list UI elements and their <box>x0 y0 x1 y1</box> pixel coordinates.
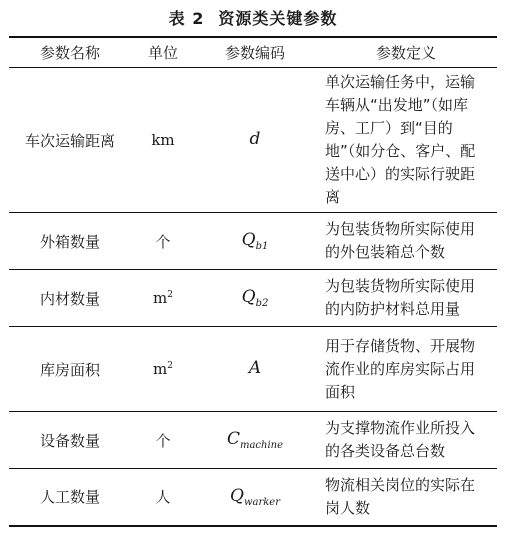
param-symbol: $Q_{b1}$ <box>195 213 315 270</box>
param-definition: 为包装货物所实际使用的内防护材料总用量 <box>315 270 497 327</box>
table-row <box>9 68 497 213</box>
param-name: 外箱数量 <box>9 213 131 270</box>
param-name: 车次运输距离 <box>9 68 131 213</box>
table-title: 资源类关键参数 <box>218 9 338 28</box>
param-symbol: $C_{machine}$ <box>195 412 315 469</box>
table-row <box>9 270 497 327</box>
param-definition: 为支撑物流作业所投入的各类设备总台数 <box>315 412 497 469</box>
table-caption <box>0 6 506 29</box>
param-definition: 物流相关岗位的实际在岗人数 <box>315 469 497 526</box>
param-unit: 个 <box>131 213 195 270</box>
param-definition: 用于存储货物、开展物流作业的库房实际占用面积 <box>315 327 497 412</box>
param-unit: km <box>131 68 195 213</box>
param-unit: $m^2$ <box>131 327 195 412</box>
param-unit: $m^2$ <box>131 270 195 327</box>
resource-parameters-table <box>9 36 497 527</box>
param-name: 人工数量 <box>9 469 131 526</box>
param-definition: 为包装货物所实际使用的外包装箱总个数 <box>315 213 497 270</box>
param-definition: 单次运输任务中，运输车辆从“出发地”（如库房、工厂）到“目的地”（如分仓、客户、配送中心）的实际行驶距离 <box>315 68 497 213</box>
table-row <box>9 327 497 412</box>
param-name: 内材数量 <box>9 270 131 327</box>
header-unit: 单位 <box>131 37 195 68</box>
param-symbol: A <box>195 327 315 412</box>
param-symbol: d <box>195 68 315 213</box>
param-symbol: $Q_{warker}$ <box>195 469 315 526</box>
table-row <box>9 412 497 469</box>
header-param-name: 参数名称 <box>9 37 131 68</box>
table-number: 表 2 <box>168 9 205 28</box>
table-row <box>9 469 497 526</box>
param-name: 库房面积 <box>9 327 131 412</box>
table-row <box>9 213 497 270</box>
param-name: 设备数量 <box>9 412 131 469</box>
param-symbol: $Q_{b2}$ <box>195 270 315 327</box>
param-unit: 个 <box>131 412 195 469</box>
header-row <box>9 37 497 68</box>
param-unit: 人 <box>131 469 195 526</box>
header-param-definition: 参数定义 <box>315 37 497 68</box>
header-param-code: 参数编码 <box>195 37 315 68</box>
